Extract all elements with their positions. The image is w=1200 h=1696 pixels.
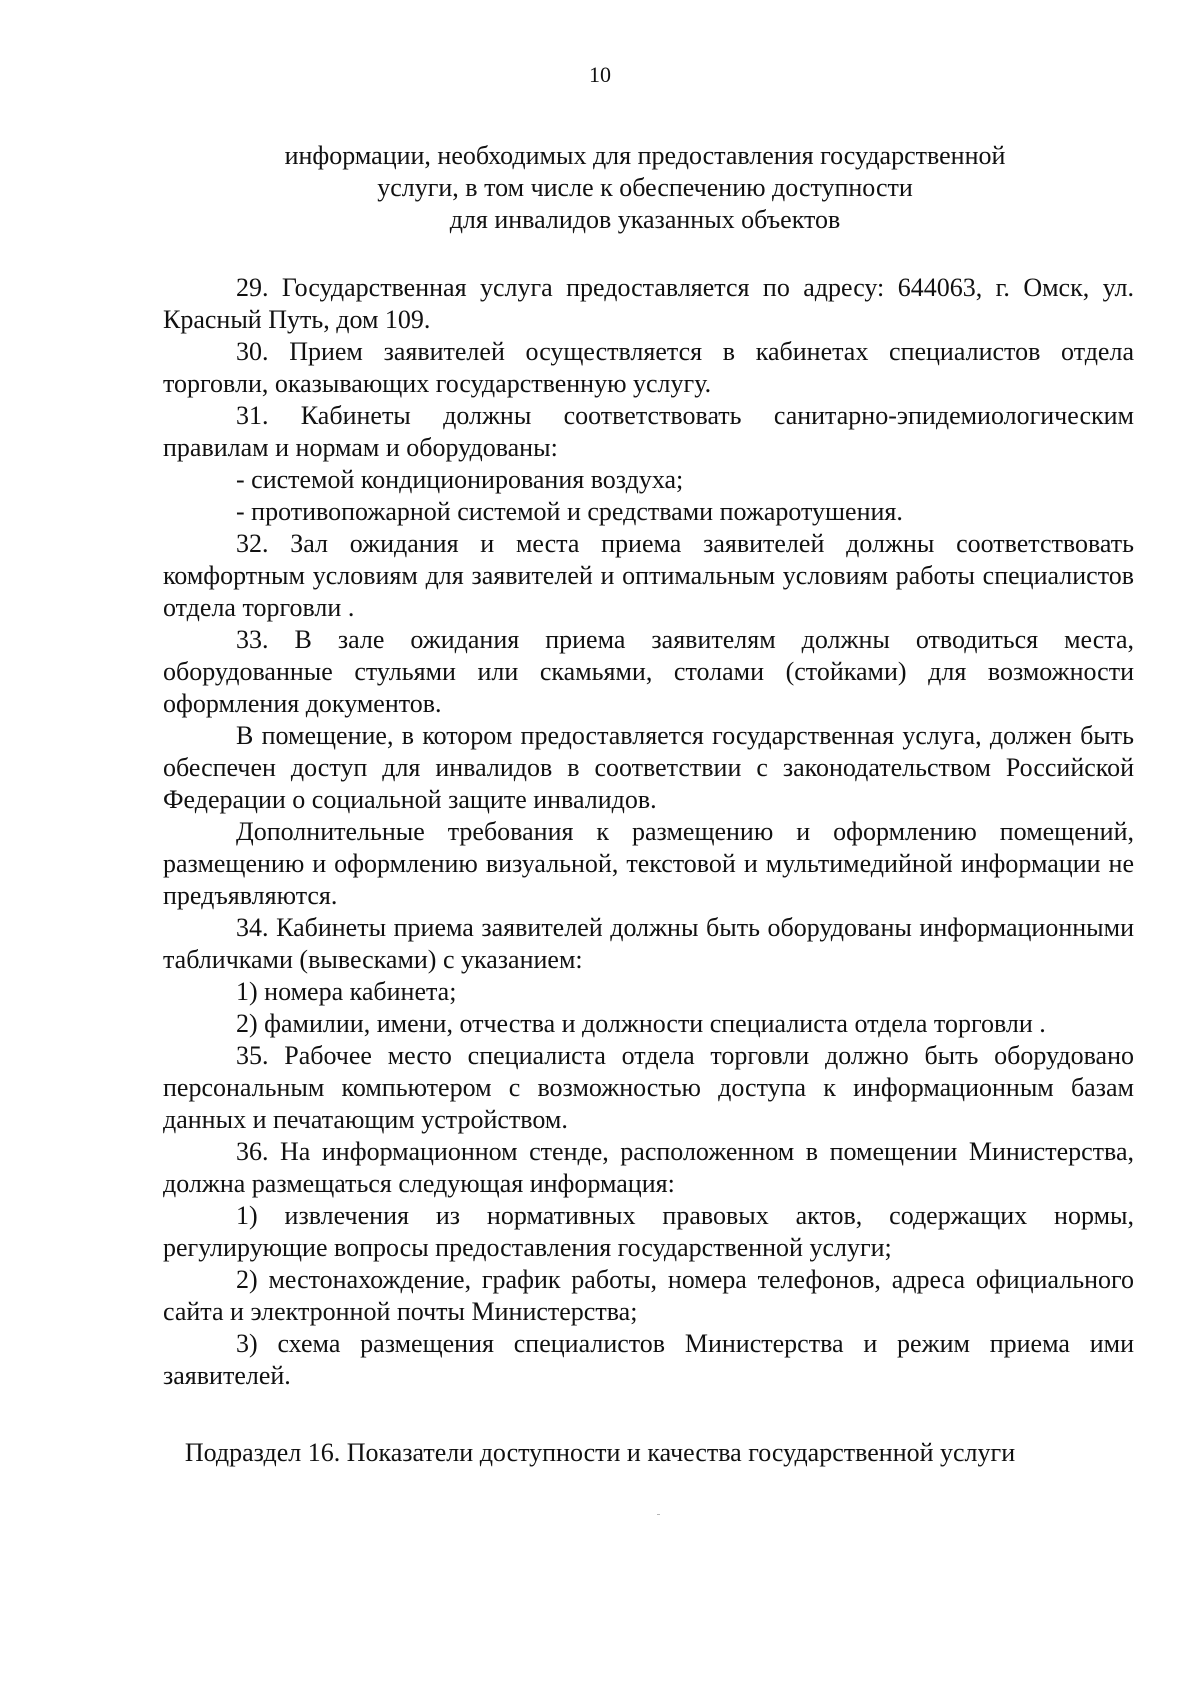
paragraph-35: 35. Рабочее место специалиста отдела торговли должно быть оборудовано персональным компьютером с возможностью доступа к информационным базам данных и печатающим устройством. [163, 1041, 1134, 1134]
subsection-title: Подраздел 16. Показатели доступности и качества государственной услуги [184, 1438, 1016, 1467]
paragraph-30: 30. Прием заявителей осуществляется в кабинетах специалистов отдела торговли, оказывающих государственную услугу. [163, 337, 1134, 398]
list-item: 2) фамилии, имени, отчества и должности специалиста отдела торговли . [236, 1009, 1046, 1038]
paragraph-31: 31. Кабинеты должны соответствовать санитарно-эпидемиологическим правилам и нормам и оборудованы: [163, 401, 1134, 462]
paragraph-33: 33. В зале ожидания приема заявителям должны отводиться места, оборудованные стульями или скамьями, столами (стойками) для возможности оформления документов. [163, 625, 1134, 718]
paragraph-32: 32. Зал ожидания и места приема заявителей должны соответствовать комфортным условиям для заявителей и оптимальным условиям работы специалистов отдела торговли . [163, 529, 1134, 622]
section-heading-line: информации, необходимых для предоставления государственной [284, 141, 1006, 170]
section-heading-line: для инвалидов указанных объектов [449, 205, 841, 234]
scan-speck [657, 1514, 660, 1515]
page-number: 10 [589, 62, 611, 87]
paragraph-34: 34. Кабинеты приема заявителей должны быть оборудованы информационными табличками (вывесками) с указанием: [163, 913, 1134, 974]
list-item: 3) схема размещения специалистов Министерства и режим приема ими заявителей. [163, 1329, 1134, 1390]
paragraph-36: 36. На информационном стенде, расположенном в помещении Министерства, должна размещаться следующая информация: [163, 1137, 1134, 1198]
paragraph-29: 29. Государственная услуга предоставляется по адресу: 644063, г. Омск, ул. Красный Путь, дом 109. [163, 273, 1134, 334]
document-body [163, 272, 1134, 1392]
list-item: - системой кондиционирования воздуха; [236, 465, 684, 494]
paragraph-additional-requirements: Дополнительные требования к размещению и оформлению помещений, размещению и оформлению визуальной, текстовой и мультимедийной информации не предъявляются. [163, 817, 1134, 910]
list-item: - противопожарной системой и средствами пожаротушения. [236, 497, 903, 526]
paragraph-accessibility: В помещение, в котором предоставляется государственная услуга, должен быть обеспечен доступ для инвалидов в соответствии с законодательством Российской Федерации о социальной защите инвалидов. [163, 721, 1134, 814]
section-heading [200, 140, 1090, 236]
list-item: 2) местонахождение, график работы, номера телефонов, адреса официального сайта и электронной почты Министерства; [163, 1265, 1134, 1326]
section-heading-line: услуги, в том числе к обеспечению доступности [377, 173, 913, 202]
list-item: 1) номера кабинета; [236, 977, 457, 1006]
list-item: 1) извлечения из нормативных правовых актов, содержащих нормы, регулирующие вопросы предоставления государственной услуги; [163, 1201, 1134, 1262]
